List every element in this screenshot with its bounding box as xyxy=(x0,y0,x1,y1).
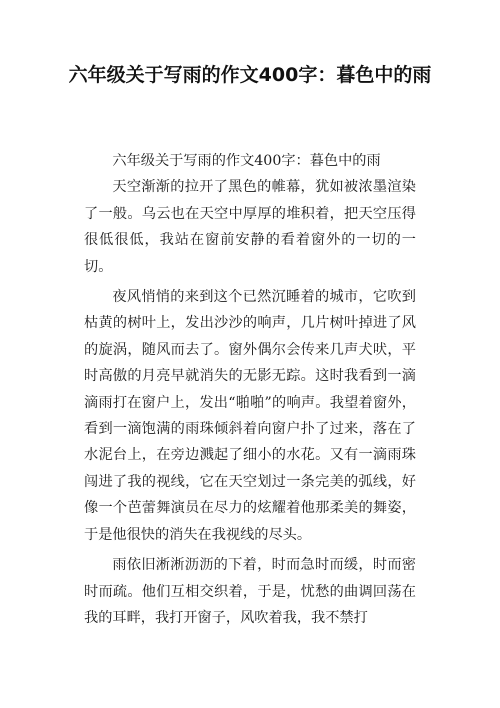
document-title: 六年级关于写雨的作文400字：暮色中的雨 xyxy=(68,64,432,86)
paragraph-subtitle: 六年级关于写雨的作文400字：暮色中的雨 xyxy=(112,153,381,169)
paragraph: 雨依旧淅淅沥沥的下着，时而急时而缓，时而密时而疏。他们互相交织着，于是，忧愁的曲调回荡在我的耳畔，我打开窗子，风吹着我，我不禁打 xyxy=(84,557,416,626)
document-body xyxy=(84,148,416,631)
paragraph: 天空渐渐的拉开了黑色的帷幕，犹如被浓墨渲染了一般。乌云也在天空中厚厚的堆积着，把天空压得很低很低，我站在窗前安静的看着窗外的一切的一切。 xyxy=(84,179,416,275)
paragraph: 夜风悄悄的来到这个已然沉睡着的城市，它吹到枯黄的树叶上，发出沙沙的响声，几片树叶掉进了风的旋涡，随风而去了。窗外偶尔会传来几声犬吠，平时高傲的月亮早就消失的无影无踪。这时我看到一滴滴雨打在窗户上，发出“啪啪”的响声。我望着窗外，看到一滴饱满的雨珠倾斜着向窗户扑了过来，落在了水泥台上，在旁边溅起了细小的水花。又有一滴雨珠闯进了我的视线，它在天空划过一条完美的弧线，好像一个芭蕾舞演员在尽力的炫耀着他那柔美的舞姿，于是他很快的消失在我视线的尽头。 xyxy=(84,289,416,543)
